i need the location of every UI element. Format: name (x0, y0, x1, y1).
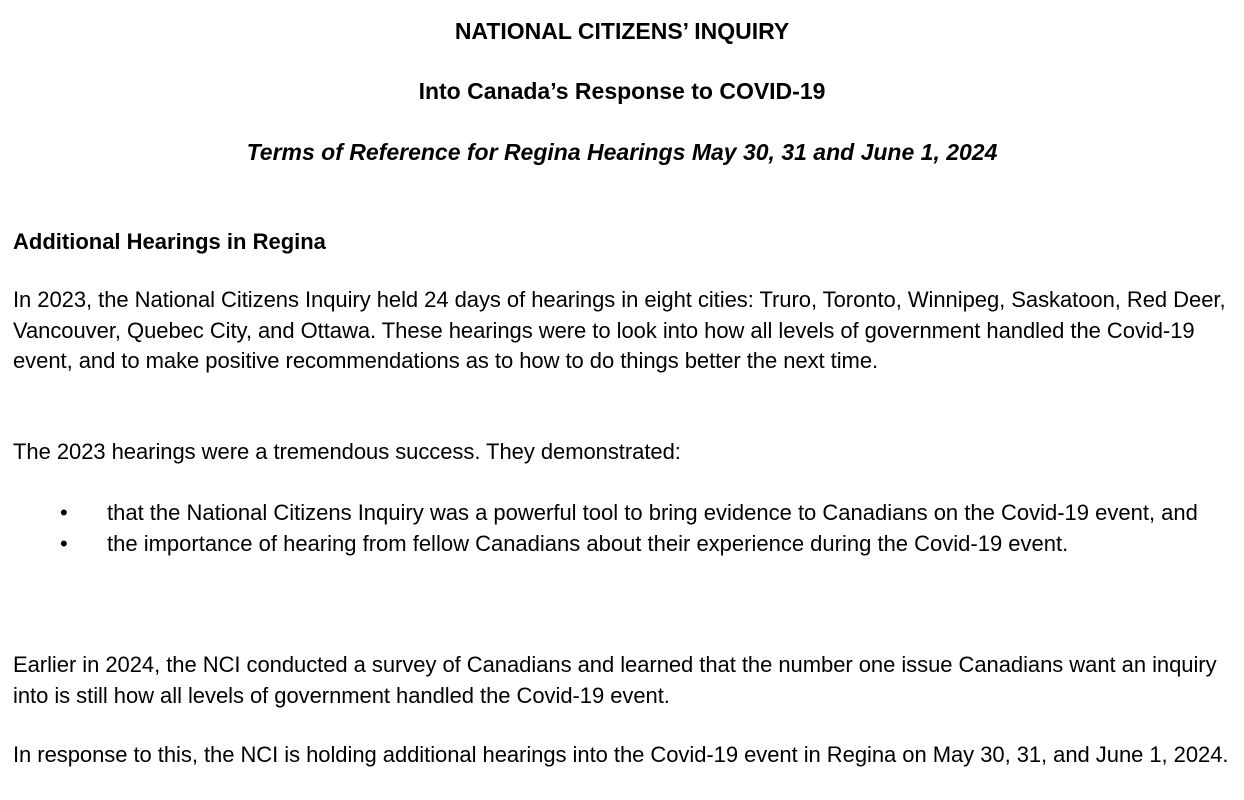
bullet-icon: • (60, 530, 68, 556)
bullet-icon: • (60, 500, 68, 525)
paragraph-regina-hearings: In response to this, the NCI is holding additional hearings into the Covid-19 event in Regina on May 30, 31, and June 1, 2024. (13, 742, 1229, 767)
paragraph-hearings-2023: In 2023, the National Citizens Inquiry held 24 days of hearings in eight cities: Truro, Toronto, Winnipeg, Saskatoon, Red Deer, Vancouver, Quebec City, and Ottawa. These hearings were to look into how all levels of government handled the Covid-19 event, and to make positive recommendations as to how to do things better the next time. (13, 287, 1226, 373)
list-item (13, 529, 1235, 560)
list-item-text: the importance of hearing from fellow Canadians about their experience during the Covid-19 event. (107, 530, 1069, 556)
document-title: NATIONAL CITIZENS’ INQUIRY (454, 18, 790, 44)
demonstrated-list (13, 498, 1235, 559)
list-item-text: that the National Citizens Inquiry was a powerful tool to bring evidence to Canadians on the Covid-19 event, and (107, 500, 1198, 525)
document-subtitle: Into Canada’s Response to COVID-19 (418, 78, 826, 104)
paragraph-survey: Earlier in 2024, the NCI conducted a survey of Canadians and learned that the number one issue Canadians want an inquiry into is still how all levels of government handled the Covid-19 event. (13, 652, 1217, 708)
terms-of-reference-title: Terms of Reference for Regina Hearings May 30, 31 and June 1, 2024 (246, 139, 998, 165)
paragraph-success: The 2023 hearings were a tremendous success. They demonstrated: (13, 439, 681, 464)
list-item (13, 498, 1235, 529)
section-heading: Additional Hearings in Regina (13, 229, 326, 254)
